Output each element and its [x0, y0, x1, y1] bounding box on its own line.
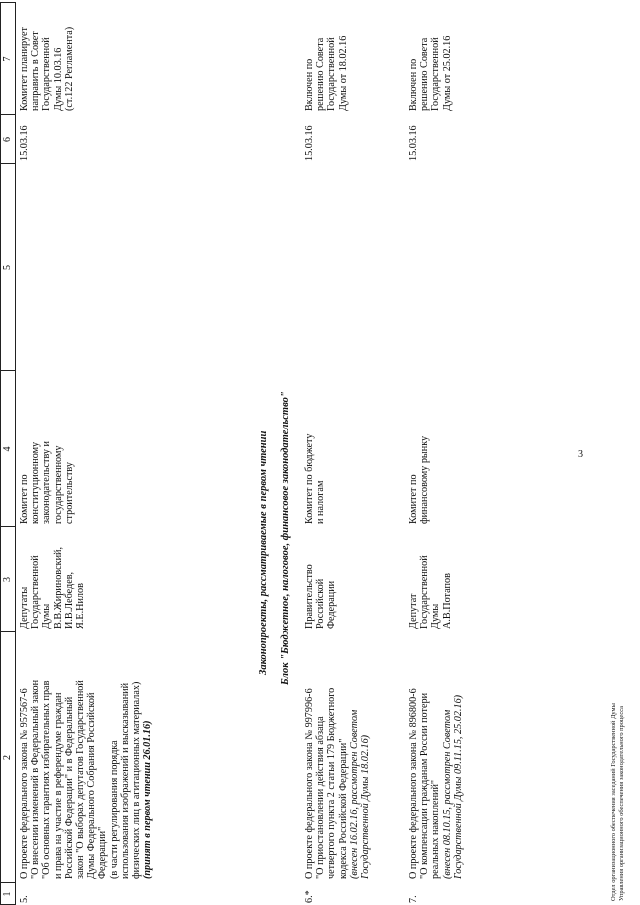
row-number: 6.*	[304, 890, 315, 903]
bill-date: 15.03.16	[408, 125, 419, 161]
page-number: 3	[578, 449, 583, 460]
bill-author: Правительство Российской Федерации	[304, 564, 338, 629]
bill-date: 15.03.16	[304, 125, 315, 161]
header-col-4: 4	[2, 446, 13, 452]
row-number: 7.	[408, 895, 419, 903]
header-col-5: 5	[2, 265, 13, 270]
bill-committee: Комитет по бюджету и налогам	[304, 433, 327, 524]
bill-author: Депутаты Государственной Думы В.В.Жириновский, И.В.Лебедев, Я.Е.Нилов	[19, 546, 87, 629]
bill-status: Комитет планирует направить в Совет Государственной Думы 10.03.16 (ст.122 Регламента)	[19, 26, 75, 111]
header-col-7: 7	[2, 56, 13, 62]
bill-committee: Комитет по конституционному законодательству и государственному строительству	[19, 441, 75, 524]
bill-status: Включен по решению Совета Государственной Думы от 25.02.16	[408, 35, 453, 111]
header-col-3: 3	[2, 577, 13, 582]
bill-title: О проекте федерального закона № 997996-6 "О приостановлении действия абзаца четвертого пункта 2 статьи 179 Бюджетного кодекса Российской Федерации" (внесен 16.02.16, рассмотрен Советом Государственной Думы 18.02.16)	[304, 687, 372, 879]
block-heading: Блок "Бюджетное, налоговое, финансовое законодательство"	[280, 391, 291, 685]
bill-title: О проекте федерального закона № 896800-6 "О компенсации гражданам России потери реальных накоплений" (внесен 08.10.15, рассмотрен Советом Государственной Думы 09.11.15, 25.02.16)	[408, 688, 464, 879]
section-heading: Законопроекты, рассматриваемые в первом чтении	[258, 430, 269, 675]
bill-status: Включен по решению Совета Государственной Думы от 18.02.16	[304, 35, 349, 111]
header-col-1: 1	[2, 891, 13, 897]
footer-department: Отдел организационного обеспечения заседаний Государственной Думы Управления организационного обеспечения законодательного процесса	[610, 703, 625, 901]
table-header-bottom-border	[15, 3, 16, 905]
header-col-6: 6	[2, 137, 13, 142]
bill-title: О проекте федерального закона № 957567-6 "О внесении изменений в Федеральный закон "Об основных гарантиях избирательных прав и права на участие в референдуме граждан Российской Федерации" и в Федеральный закон "О выборах депутатов Государственной Думы Федерального Собрания Российской Федерации" (в части регулирования порядка использования изображений и высказываний физических лиц в агитационных материалах) (принят в первом чтении 26.01.16)	[19, 679, 154, 879]
header-col-2: 2	[2, 755, 13, 760]
bill-author: Депутат Государственной Думы А.В.Потапов	[408, 555, 453, 629]
bill-committee: Комитет по финансовому рынку	[408, 435, 431, 524]
row-number: 5.	[19, 895, 30, 903]
bill-date: 15.03.16	[19, 125, 30, 161]
